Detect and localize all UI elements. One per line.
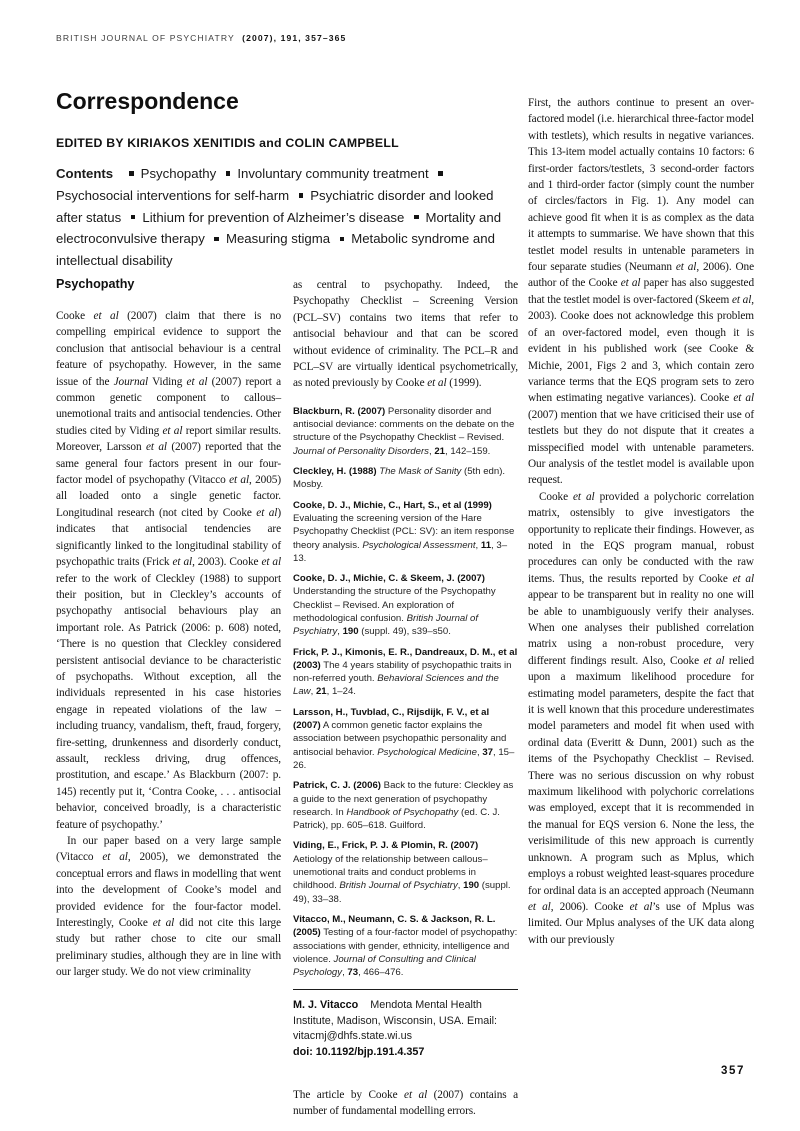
bullet-square-icon	[414, 215, 419, 220]
page-number: 357	[721, 1065, 745, 1077]
contents-item	[211, 231, 330, 246]
reference-entry: Frick, P. J., Kimonis, E. R., Dandreaux, D. M., et al (2003) The 4 years stability of psychopathic traits in non-referred youth. Behavioral Sciences and the Law, 21, 1–24.	[293, 646, 518, 698]
journal-citation: (2007), 191, 357–365	[242, 33, 347, 43]
contents-item-label: Involuntary community treatment	[237, 166, 429, 181]
correspondent-name: M. J. Vitacco	[293, 999, 359, 1012]
reference-entry: Cooke, D. J., Michie, C., Hart, S., et al (1999) Evaluating the screening version of the Hare Psychopathy Checklist (PCL: SV): an item response theory analysis. Psychological Assessment, 11, 3–13.	[293, 499, 515, 564]
contents-item-label: Metabolic syndrome and intellectual disability	[56, 231, 495, 269]
contents-item	[126, 166, 216, 181]
bullet-square-icon	[299, 193, 304, 198]
bullet-square-icon	[129, 171, 134, 176]
contents-item-label: Mortality and electroconvulsive therapy	[56, 209, 502, 247]
column-left	[56, 277, 281, 1067]
next-letter-opening: The article by Cooke et al (2007) contains a number of fundamental modelling errors.	[293, 1089, 518, 1118]
bullet-square-icon	[214, 237, 219, 242]
section-title: Correspondence	[56, 88, 239, 114]
contents-item	[128, 210, 404, 225]
contents-label: Contents	[56, 166, 114, 181]
letter-paragraph: In our paper based on a very large sample (Vitacco et al, 2005), we demonstrated the conceptual errors and flaws in modelling that went into the development of Cooke’s model and provided evidence for the four-factor model. Interestingly, Cooke et al did not cite this large study but rather chose to cite our small preliminary studies, although they are in line with our larger study. We do not view criminality	[56, 835, 282, 979]
signature-rule	[293, 989, 518, 990]
contents-item-label: Psychosocial interventions for self-harm	[56, 187, 290, 203]
reference-entry: Vitacco, M., Neumann, C. S. & Jackson, R. L. (2005) Testing of a four-factor model of psychopathy: associations with gender, ethnicity, intelligence and violence. Journal of Consulting and Clinical Psychology, 73, 466–476.	[293, 913, 518, 979]
letter-paragraph: Cooke et al provided a polychoric correlation matrix, ostensibly to give investigators the opportunity to replicate their findings. However, as noted in the EQS program manual, robust procedures can only be conducted with the raw items. Thus, the results reported by Cooke et al appear to be transparent but in reality no one will be able to unambiguously verify their analyses. When one analyses their published correlation matrix using a non-robust procedure, very different findings result. Also, Cooke et al relied upon a maximum likelihood procedure for estimating model parameters, despite the fact that it is well known that this procedure underestimates model parameters and model fit when used with ordinal data (Everitt & Dunn, 2001) such as the items of the Psychopathy Checklist – Revised. There was no serious discussion on why robust maximum likelihood with polychoric correlations was employed, except that it is recommended in the manual for EQS version 6. None the less, the verisimilitude of this new approach is currently unknown. A program such as Mplus, which employs a robust weighted least-squares procedure for ordinal data is an accepted approach (Neumann et al, 2006). Cooke et al’s use of Mplus was limited. Our Mplus analyses of the UK data along with our previously	[528, 490, 755, 946]
contents-item-label: Measuring stigma	[225, 231, 331, 247]
reference-entry: Viding, E., Frick, P. J. & Plomin, R. (2007) Aetiology of the relationship between callous–unemotional traits and conduct problems in childhood. British Journal of Psychiatry, 190 (suppl. 49), 33–38.	[293, 840, 511, 905]
running-head	[56, 33, 346, 43]
masthead	[56, 88, 508, 272]
reference-list	[293, 405, 518, 980]
edited-by-line: EDITED BY KIRIAKOS XENITIDIS and COLIN CAMPBELL	[56, 136, 399, 150]
letter-paragraph: Cooke et al (2007) claim that there is no compelling empirical evidence to support the conclusion that antisocial behaviour is a central feature of psychopathy. However, in the same issue of the Journal Viding et al (2007) report a common genetic component to callous–unemotional traits and antisocial tendencies. Other studies cited by Viding et al report similar results. Moreover, Larsson et al (2007) reported that the same general four factors present in our four-factor model of psychopathy (Vitacco et al, 2005) all loaded onto a single genetic factor. Longitudinal research (not cited by Cooke et al) indicates that antisocial tendencies are significantly linked to the longitudinal stability of psychopathic traits (Frick et al, 2003). Cooke et al refer to the work of Cleckley (1988) to support their position, but in Cleckley’s accounts of psychopathy antisocial behaviours play an important role. As Patrick (2006: p. 608) noted, ‘There is no question that Cleckley considered persistent antisocial deviance to be characteristic of psychopaths. Without exception, all the individuals represented in his case histories engage in repeated violations of the law – including truancy, vandalism, theft, fraud, forgery, fire-setting, drunkenness and disorderly conduct, assault, reckless driving, drug offences, prostitution, and escape.’ As Blackburn (2007: p. 145) recently put it, ‘Contra Cooke, . . . antisocial behavior, conceived broadly, is a characteristic feature of psychopathy.’	[56, 310, 282, 831]
letter-paragraph: First, the authors continue to present an over-factored model (i.e. hierarchical three-factor model with testlets), which results in negative variances. This 13-item model actually contains 10 factors: 6 first-order factors/testlets, 3 second-order factors and 1 third-order factor (simply count the number of circles/factors in Fig. 1). Any model can achieve good fit when it is as complex as the data it attempts to summarise. We have shown that this testlet model results in untenable parameters in four separate studies (Neumann et al, 2006). One author of the Cooke et al paper has also suggested that the testlet model is over-factored (Skeem et al, 2003). Cooke does not acknowledge this problem of an over-factored model, even though it is evident in his published work (see Cooke & Michie, 2001, Figs 2 and 3, which contain zero variance terms that the EQS program sets to zero when estimating negative variances). Cooke et al (2007) mention that we have criticised their use of testlets but they do not dispute that it creates a misspecified model with untenable parameters. Our analysis of the testlet model is available upon request.	[528, 97, 755, 487]
reference-entry: Patrick, C. J. (2006) Back to the future: Cleckley as a guide to the next generation of psychopathy research. In Handbook of Psychopathy (ed. C. J. Patrick), pp. 605–618. Guilford.	[293, 780, 514, 832]
journal-name: BRITISH JOURNAL OF PSYCHIATRY	[56, 33, 235, 43]
reference-entry: Blackburn, R. (2007) Personality disorder and antisocial deviance: comments on the debate on the structure of the Psychopathy Checklist – Revised. Journal of Personality Disorders, 21, 142–159.	[293, 405, 515, 457]
doi-line: doi: 10.1192/bjp.191.4.357	[293, 1046, 425, 1059]
contents-item	[223, 166, 429, 181]
column-right	[528, 95, 754, 1063]
contents-list	[56, 163, 508, 272]
signature-block	[293, 989, 518, 1060]
signature-text	[293, 998, 518, 1044]
bullet-square-icon	[438, 171, 443, 176]
contents-item-label: Lithium for prevention of Alzheimer’s disease	[142, 209, 405, 225]
bullet-square-icon	[226, 171, 231, 176]
contents-item-label: Psychopathy	[140, 166, 217, 181]
letter-heading: Psychopathy	[56, 277, 135, 291]
bullet-square-icon	[340, 237, 345, 242]
reference-entry: Larsson, H., Tuvblad, C., Rijsdijk, F. V., et al (2007) A common genetic factor explains the association between psychopathic personality and antisocial behavior. Psychological Medicine, 37, 15–26.	[293, 706, 515, 771]
bullet-square-icon	[131, 215, 136, 220]
column-middle	[293, 277, 518, 1118]
letter-paragraph-continuation: as central to psychopathy. Indeed, the Psychopathy Checklist – Screening Version (PCL–SV) contains two items that refer to antisocial behaviour and that can be scored without evidence of criminality. The PCL–R and PCL–SV are virtually identical psychometrically, as noted previously by Cooke et al (1999).	[293, 279, 518, 390]
contents-item-label: Psychiatric disorder and looked after status	[56, 187, 494, 225]
reference-entry: Cleckley, H. (1988) The Mask of Sanity (5th edn). Mosby.	[293, 466, 506, 491]
reference-entry: Cooke, D. J., Michie, C. & Skeem, J. (2007) Understanding the structure of the Psychopathy Checklist – Revised. An exploration of methodological confusion. British Journal of Psychiatry, 190 (suppl. 49), s39–s50.	[293, 573, 496, 638]
correspondent-email: vitacmj@dhfs.state.wi.us	[293, 1029, 412, 1042]
correspondent-affiliation: Mendota Mental Health Institute, Madison, Wisconsin, USA. Email:	[293, 999, 498, 1027]
